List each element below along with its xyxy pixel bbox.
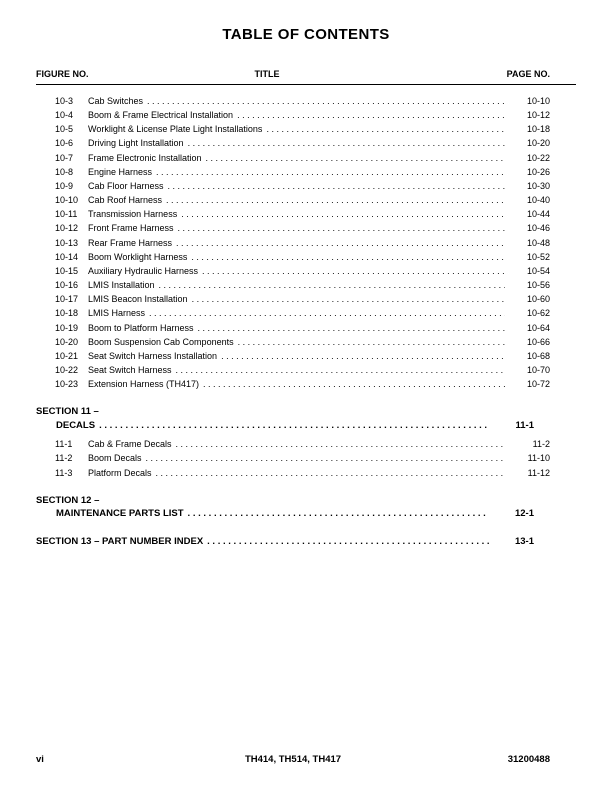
section-page: 11-1 — [515, 419, 534, 431]
figure-page: 10-72 — [526, 379, 550, 390]
dot-leader — [237, 108, 505, 122]
dot-leader — [149, 306, 505, 320]
page-title: TABLE OF CONTENTS — [222, 26, 390, 43]
figure-page: 10-70 — [526, 364, 550, 375]
section-block — [36, 405, 576, 479]
figure-number: 10-20 — [55, 336, 79, 347]
dot-leader — [168, 179, 505, 193]
figure-number: 10-14 — [55, 251, 79, 262]
dot-leader — [207, 535, 489, 549]
figure-page: 10-18 — [526, 124, 550, 135]
figure-page: 10-44 — [526, 209, 550, 220]
dot-leader — [178, 221, 505, 235]
toc-row — [36, 165, 576, 179]
figure-title: Platform Decals — [88, 467, 152, 478]
toc-row — [36, 321, 576, 335]
figure-page: 10-60 — [526, 294, 550, 305]
section-title: DECALS — [56, 419, 96, 431]
dot-leader — [198, 321, 505, 335]
dot-leader — [206, 151, 505, 165]
figure-number: 10-18 — [55, 308, 79, 319]
figure-title: Transmission Harness — [88, 209, 178, 220]
toc-row — [36, 193, 576, 207]
figure-page: 10-56 — [526, 280, 550, 291]
toc-row — [36, 377, 576, 391]
section-page: 12-1 — [514, 508, 534, 520]
figure-page: 10-64 — [526, 322, 550, 333]
figure-title: Boom to Platform Harness — [88, 322, 194, 333]
figure-title: LMIS Harness — [88, 308, 146, 319]
section-figure-list — [36, 437, 576, 479]
dot-leader — [181, 207, 505, 221]
dot-leader — [176, 437, 505, 451]
figure-page: 10-66 — [526, 336, 550, 347]
figure-title: Driving Light Installation — [88, 138, 184, 149]
toc-row — [36, 179, 576, 193]
section-page: 13-1 — [514, 535, 534, 547]
figure-page: 10-22 — [526, 152, 550, 163]
column-figure-label: FIGURE NO. — [36, 69, 89, 79]
section-heading-line1: SECTION 11 – — [36, 406, 99, 418]
dot-leader — [176, 363, 505, 377]
figure-page: 10-48 — [526, 237, 550, 248]
dot-leader — [146, 451, 505, 465]
figure-number: 10-7 — [55, 152, 74, 163]
toc-row — [36, 122, 576, 136]
figure-title: Seat Switch Harness Installation — [88, 350, 218, 361]
figure-title: Auxiliary Hydraulic Harness — [88, 265, 199, 276]
figure-title: Cab Switches — [88, 96, 144, 106]
figure-page: 10-62 — [526, 308, 550, 319]
figure-number: 10-5 — [55, 124, 74, 135]
figure-number: 10-12 — [55, 223, 79, 234]
dot-leader — [191, 250, 505, 264]
toc-row — [36, 94, 576, 108]
section-heading-line1: SECTION 12 – — [36, 494, 100, 506]
figure-page: 10-52 — [526, 251, 550, 262]
section-title: SECTION 13 – PART NUMBER INDEX — [36, 535, 204, 547]
toc-row — [36, 437, 576, 451]
dot-leader — [266, 122, 505, 136]
figure-number: 10-16 — [55, 280, 79, 291]
toc-row — [36, 264, 576, 278]
figure-page: 10-26 — [526, 166, 550, 177]
toc-row — [36, 306, 576, 320]
figure-number: 10-21 — [55, 350, 79, 361]
figure-number: 10-6 — [55, 138, 74, 149]
figure-title: Boom Suspension Cab Components — [88, 336, 234, 347]
figure-title: Front Frame Harness — [88, 223, 174, 234]
toc-row — [36, 466, 576, 480]
dot-leader — [188, 507, 489, 521]
figure-title: LMIS Beacon Installation — [88, 294, 188, 305]
dot-leader — [159, 278, 505, 292]
figure-number: 10-22 — [55, 364, 79, 375]
toc-row — [36, 108, 576, 122]
toc-row — [36, 278, 576, 292]
toc-row — [36, 335, 576, 349]
figure-title: Engine Harness — [88, 166, 153, 177]
section-list — [36, 405, 576, 548]
figure-page: 10-40 — [526, 195, 550, 206]
column-page-label: PAGE NO. — [506, 69, 550, 79]
figure-title: Seat Switch Harness — [88, 364, 172, 375]
figure-page: 10-68 — [526, 350, 550, 361]
figure-number: 10-15 — [55, 265, 79, 276]
dot-leader — [203, 377, 505, 391]
page-footer — [36, 754, 576, 765]
dot-leader — [202, 264, 505, 278]
figure-number: 10-10 — [55, 195, 79, 206]
column-header — [36, 69, 576, 85]
figure-number: 11-2 — [55, 453, 73, 464]
toc-row — [36, 151, 576, 165]
dot-leader — [156, 165, 505, 179]
figure-title: Cab & Frame Decals — [88, 439, 172, 450]
figure-number: 10-3 — [55, 96, 74, 106]
figure-page: 11-2 — [532, 439, 550, 450]
toc-row — [36, 349, 576, 363]
figure-number: 10-4 — [55, 110, 74, 121]
dot-leader — [221, 349, 505, 363]
figure-number: 10-17 — [55, 294, 79, 305]
figure-title: Cab Floor Harness — [88, 180, 164, 191]
figure-page: 10-54 — [526, 265, 550, 276]
column-title-label: TITLE — [254, 69, 280, 79]
figure-number: 10-11 — [55, 209, 78, 220]
figure-number: 10-9 — [55, 180, 74, 191]
toc-row — [36, 207, 576, 221]
figure-page: 10-10 — [526, 96, 550, 106]
figure-title: Frame Electronic Installation — [88, 152, 202, 163]
dot-leader — [192, 292, 505, 306]
section-heading-row — [36, 535, 576, 549]
figure-title: Rear Frame Harness — [88, 237, 173, 248]
section-block — [36, 535, 576, 549]
figure-title: Boom & Frame Electrical Installation — [88, 110, 234, 121]
dot-leader — [166, 193, 505, 207]
figure-title: Boom Decals — [88, 453, 142, 464]
footer-part-number: 31200488 — [507, 754, 551, 765]
dot-leader — [147, 94, 505, 108]
figure-page: 10-30 — [526, 180, 550, 191]
toc-row — [36, 250, 576, 264]
figure-page: 10-12 — [526, 110, 550, 121]
toc-row — [36, 221, 576, 235]
footer-page-number: vi — [36, 754, 44, 765]
dot-leader — [188, 136, 505, 150]
figure-page: 11-12 — [527, 467, 550, 478]
figure-page: 10-46 — [526, 223, 550, 234]
toc-row — [36, 236, 576, 250]
figure-number: 10-8 — [55, 166, 74, 177]
dot-leader — [156, 466, 505, 480]
toc-row — [36, 363, 576, 377]
figure-title: Worklight & License Plate Light Installations — [88, 124, 263, 135]
dot-leader — [99, 419, 489, 433]
section-block — [36, 494, 576, 521]
figure-number: 10-19 — [55, 322, 79, 333]
figure-number: 10-23 — [55, 379, 79, 390]
figure-number: 10-13 — [55, 237, 79, 248]
figure-number: 11-1 — [55, 439, 73, 450]
figure-number: 11-3 — [55, 467, 73, 478]
figure-title: Cab Roof Harness — [88, 195, 163, 206]
toc-row — [36, 451, 576, 465]
dot-leader — [238, 335, 505, 349]
section-heading-row — [36, 507, 576, 521]
figure-title: LMIS Installation — [88, 280, 155, 291]
toc-row — [36, 292, 576, 306]
section-heading-row — [36, 419, 576, 433]
figure-page: 10-20 — [526, 138, 550, 149]
footer-models: TH414, TH514, TH417 — [244, 754, 342, 765]
section-title: MAINTENANCE PARTS LIST — [56, 508, 184, 520]
toc-row — [36, 136, 576, 150]
figure-list — [36, 94, 576, 391]
figure-title: Extension Harness (TH417) — [88, 379, 200, 390]
dot-leader — [176, 236, 505, 250]
figure-page: 11-10 — [527, 453, 550, 464]
figure-title: Boom Worklight Harness — [88, 251, 188, 262]
